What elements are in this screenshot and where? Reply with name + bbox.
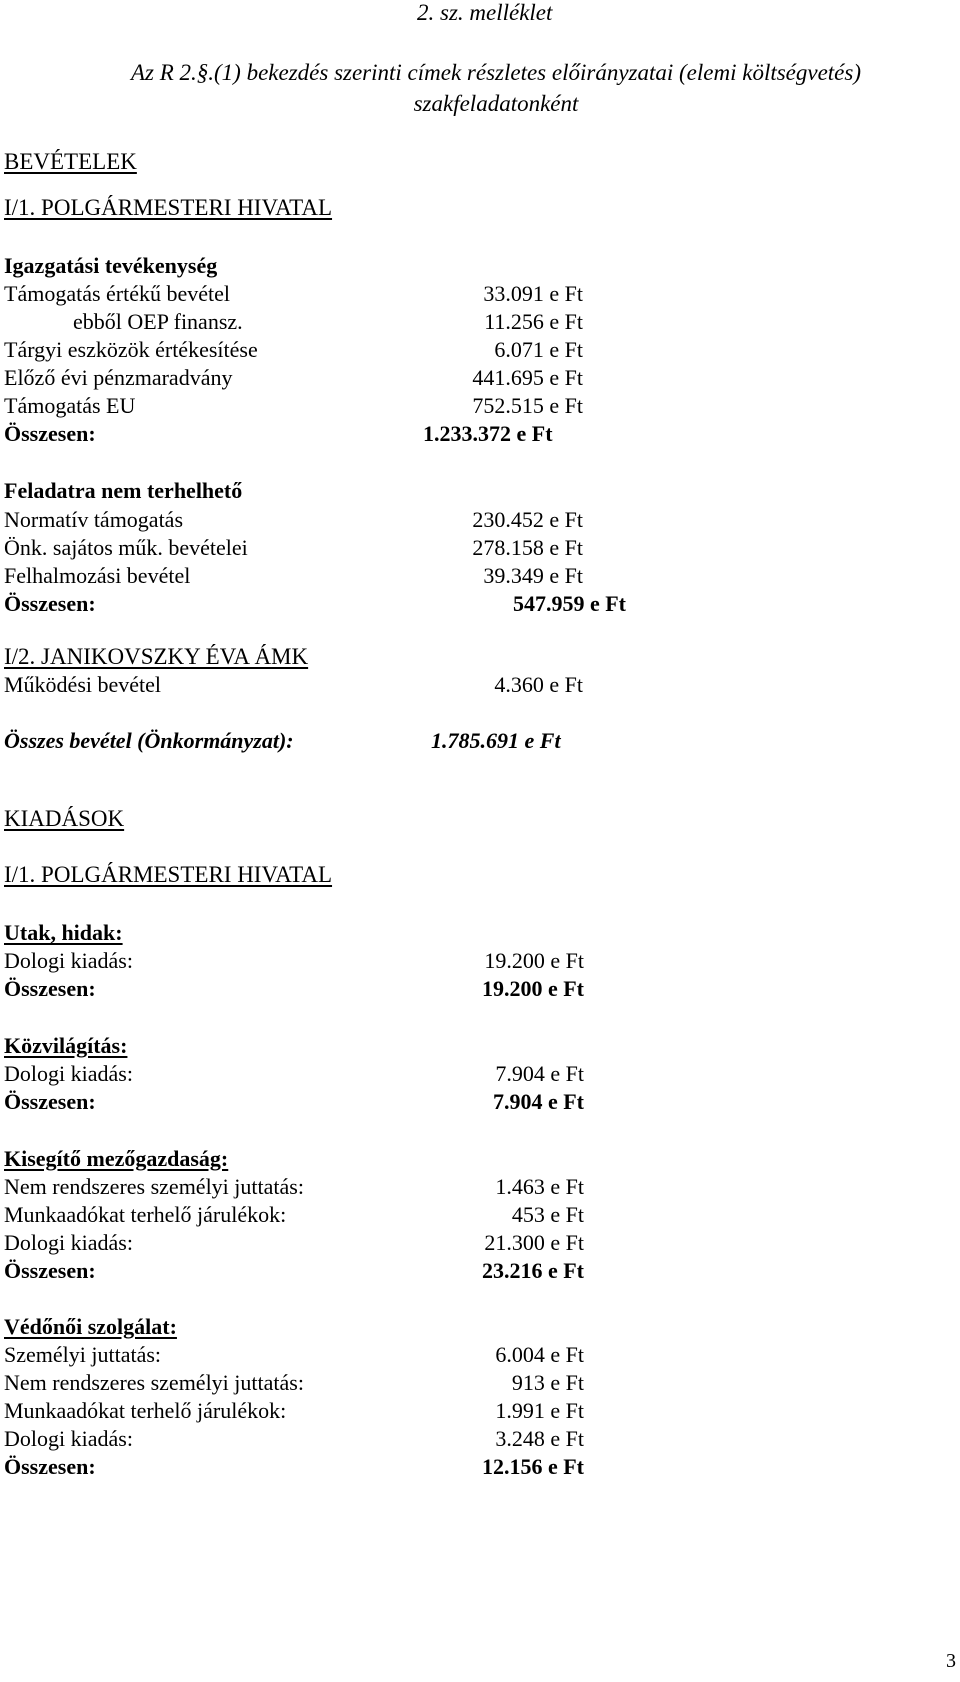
total-label: Összesen: [4, 1089, 96, 1114]
page-number: 3 [946, 1650, 956, 1672]
total-amount: 19.200 e Ft [481, 976, 584, 1001]
row-label: Személyi juttatás: [4, 1342, 162, 1367]
total-label: Összesen: [4, 976, 96, 1001]
row-amount: 913 e Ft [511, 1370, 584, 1395]
revenues-heading: BEVÉTELEK [4, 149, 137, 174]
row-label: Munkaadókat terhelő járulékok: [4, 1202, 287, 1227]
revenues-group1-title: Igazgatási tevékenység [4, 253, 218, 278]
row-label: Önk. sajátos műk. bevételei [4, 535, 248, 560]
annex-label: 2. sz. melléklet [417, 0, 553, 25]
row-amount: 1.463 e Ft [495, 1174, 584, 1199]
row-label: Működési bevétel [4, 672, 162, 697]
row-amount: 278.158 e Ft [472, 535, 583, 560]
row-label: Dologi kiadás: [4, 948, 133, 973]
grand-total-label: Összes bevétel (Önkormányzat): [4, 728, 294, 753]
row-label: Normatív támogatás [4, 507, 184, 532]
row-label: Támogatás EU [4, 393, 136, 418]
revenues-unit1-title: I/1. POLGÁRMESTERI HIVATAL [4, 195, 333, 220]
row-amount: 19.200 e Ft [484, 948, 584, 973]
total-amount: 1.233.372 e Ft [423, 421, 553, 446]
expense-group-title: Kisegítő mezőgazdaság: [4, 1146, 229, 1171]
row-label: Munkaadókat terhelő járulékok: [4, 1398, 287, 1423]
row-amount: 11.256 e Ft [484, 309, 583, 334]
row-amount: 21.300 e Ft [484, 1230, 584, 1255]
row-label: Támogatás értékű bevétel [4, 281, 231, 306]
total-label: Összesen: [4, 421, 96, 446]
revenues-group2-title: Feladatra nem terhelhető [4, 478, 243, 503]
subtitle-line-1: Az R 2.§.(1) bekezdés szerinti címek részletes előirányzatai (elemi költségvetés) [130, 60, 862, 85]
total-label: Összesen: [4, 591, 96, 616]
row-amount: 6.004 e Ft [495, 1342, 584, 1367]
row-amount: 752.515 e Ft [472, 393, 583, 418]
expense-group-title: Védőnői szolgálat: [4, 1314, 177, 1339]
row-label: Dologi kiadás: [4, 1426, 133, 1451]
row-label: ebből OEP finansz. [73, 309, 243, 334]
row-label: Nem rendszeres személyi juttatás: [4, 1174, 304, 1199]
row-amount: 6.071 e Ft [494, 337, 583, 362]
row-label: Felhalmozási bevétel [4, 563, 191, 588]
row-label: Dologi kiadás: [4, 1061, 133, 1086]
row-amount: 230.452 e Ft [472, 507, 583, 532]
row-amount: 3.248 e Ft [495, 1426, 584, 1451]
expenses-unit1-title: I/1. POLGÁRMESTERI HIVATAL [4, 862, 333, 887]
grand-total-amount: 1.785.691 e Ft [431, 728, 561, 753]
revenues-unit2-title: I/2. JANIKOVSZKY ÉVA ÁMK [4, 644, 309, 669]
expenses-heading: KIADÁSOK [4, 806, 125, 831]
total-label: Összesen: [4, 1454, 96, 1479]
row-label: Nem rendszeres személyi juttatás: [4, 1370, 304, 1395]
total-amount: 23.216 e Ft [481, 1258, 584, 1283]
row-label: Dologi kiadás: [4, 1230, 133, 1255]
subtitle-line-2: szakfeladatonként [413, 91, 579, 116]
row-amount: 7.904 e Ft [495, 1061, 584, 1086]
total-amount: 547.959 e Ft [512, 591, 626, 616]
row-label: Előző évi pénzmaradvány [4, 365, 233, 390]
total-label: Összesen: [4, 1258, 96, 1283]
total-amount: 12.156 e Ft [481, 1454, 584, 1479]
row-amount: 441.695 e Ft [472, 365, 583, 390]
row-label: Tárgyi eszközök értékesítése [4, 337, 258, 362]
row-amount: 39.349 e Ft [483, 563, 583, 588]
expense-group-title: Utak, hidak: [4, 920, 123, 945]
document-subtitle [70, 57, 922, 119]
row-amount: 4.360 e Ft [494, 672, 583, 697]
row-amount: 453 e Ft [511, 1202, 584, 1227]
row-amount: 1.991 e Ft [495, 1398, 584, 1423]
expense-group-title: Közvilágítás: [4, 1033, 128, 1058]
total-amount: 7.904 e Ft [492, 1089, 584, 1114]
row-amount: 33.091 e Ft [483, 281, 583, 306]
